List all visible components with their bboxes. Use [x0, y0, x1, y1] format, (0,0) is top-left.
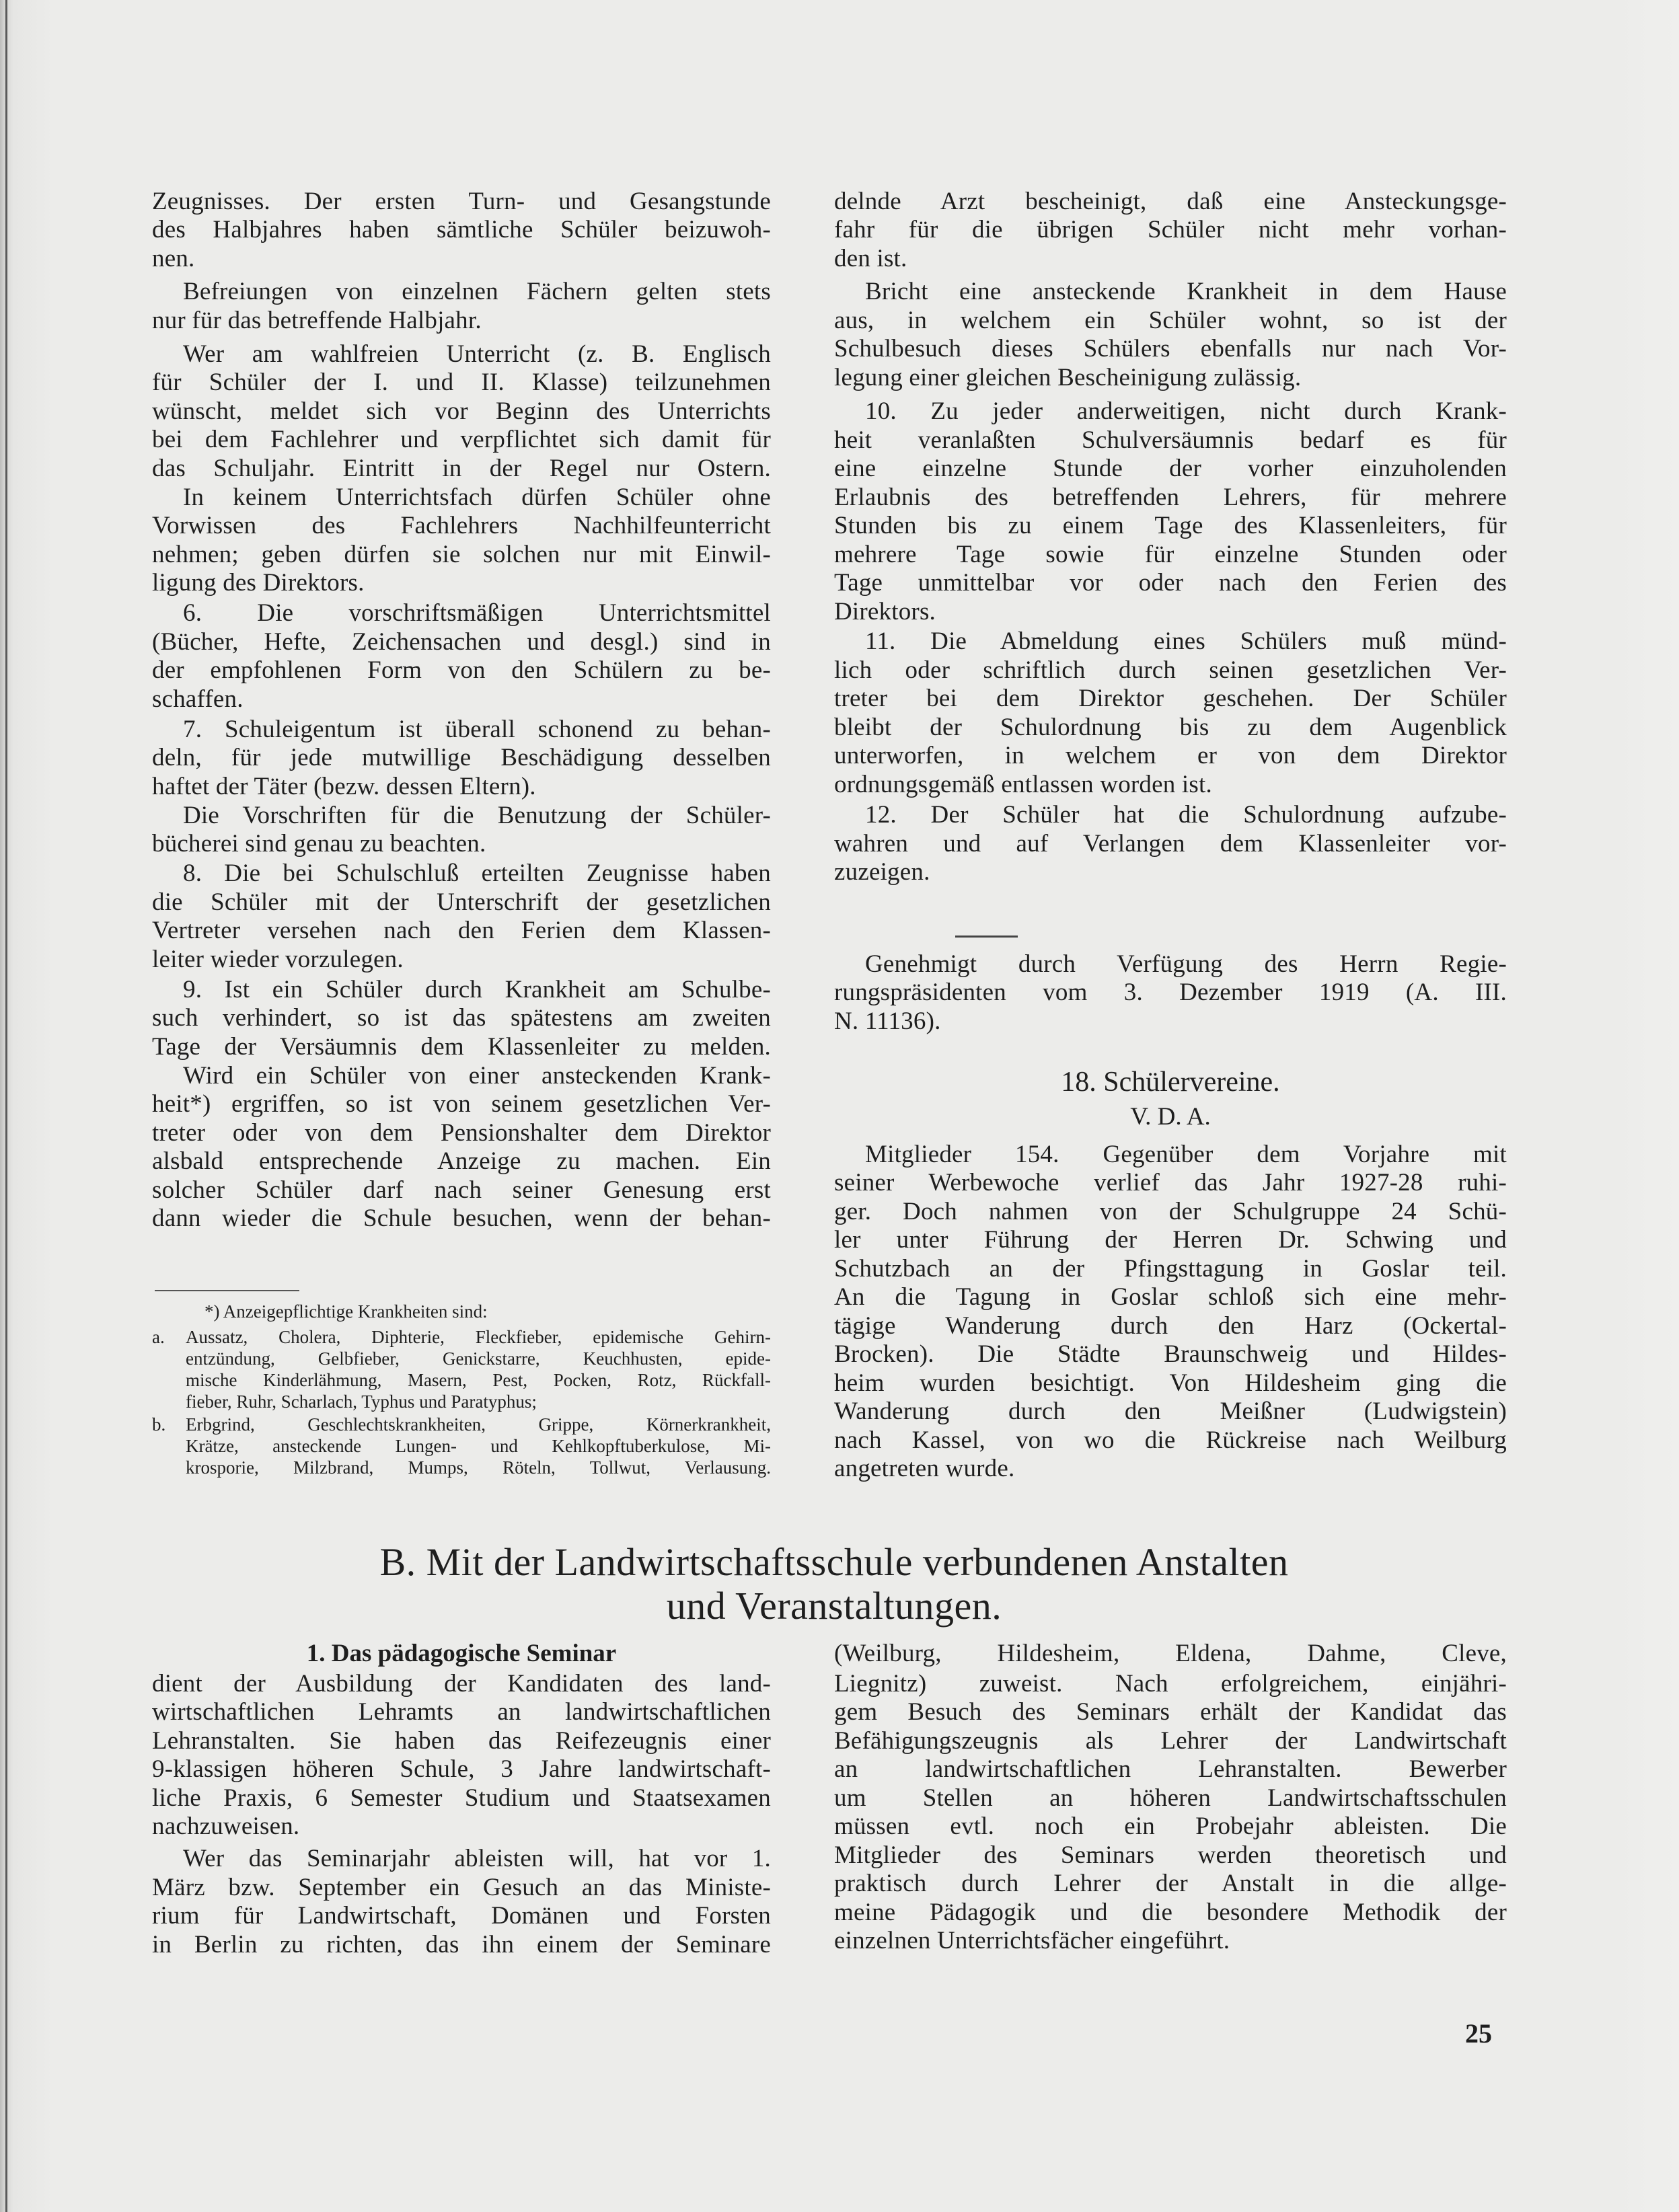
text-line: wahren und auf Verlangen dem Klassenleiter vor- [834, 830, 1507, 857]
text-line: Wer das Seminarjahr ableisten will, hat vor 1. [183, 1845, 771, 1872]
text-line: N. 11136). [834, 1007, 941, 1035]
text-line: (Bücher, Hefte, Zeichensachen und desgl.) sind in [152, 628, 771, 656]
footnote-label: a. [152, 1327, 165, 1347]
text-line: meine Pädagogik und die besondere Methodik der [834, 1899, 1507, 1926]
text-line: Befreiungen von einzelnen Fächern gelten stets [183, 278, 771, 305]
text-line: Vertreter versehen nach den Ferien dem Klassen- [152, 917, 771, 944]
text-line: delnde Arzt bescheinigt, daß eine Ansteckungsge- [834, 188, 1507, 215]
text-line: mehrere Tage sowie für einzelne Stunden oder [834, 541, 1507, 568]
text-line: Zeugnisses. Der ersten Turn- und Gesangstunde [152, 188, 771, 215]
text-line: 11. Die Abmeldung eines Schülers muß münd- [865, 627, 1507, 655]
text-line: um Stellen an höheren Landwirtschaftsschulen [834, 1784, 1507, 1812]
text-line: Liegnitz) zuweist. Nach erfolgreichem, einjähri- [834, 1670, 1507, 1698]
text-line: 12. Der Schüler hat die Schulordnung aufzube- [865, 801, 1507, 829]
text-line: Befähigungszeugnis als Lehrer der Landwirtschaft [834, 1727, 1507, 1755]
text-line: tägige Wanderung durch den Harz (Ockertal- [834, 1312, 1507, 1340]
text-line: solcher Schüler darf nach seiner Genesung erst [152, 1176, 771, 1204]
text-line: unterworfen, in welchem er von dem Direktor [834, 742, 1507, 769]
text-line: Erlaubnis des betreffenden Lehrers, für mehrere [834, 484, 1507, 511]
text-line: 9. Ist ein Schüler durch Krankheit am Schulbe- [183, 976, 771, 1003]
text-line: wirtschaftlichen Lehramts an landwirtschaftlichen [152, 1698, 771, 1726]
text-line: dient der Ausbildung der Kandidaten des land- [152, 1670, 771, 1698]
section-divider [955, 936, 1018, 938]
text-line: Genehmigt durch Verfügung des Herrn Regie- [865, 950, 1507, 978]
text-line: müssen evtl. noch ein Probejahr ableisten. Die [834, 1813, 1507, 1840]
text-line: treter oder von dem Pensionshalter dem Direktor [152, 1119, 771, 1147]
text-line: Schulbesuch dieses Schülers ebenfalls nur nach Vor- [834, 335, 1507, 363]
section-heading: 18. Schülervereine. [1061, 1067, 1280, 1098]
text-line: der empfohlenen Form von den Schülern zu be- [152, 656, 771, 684]
text-line: zuzeigen. [834, 858, 930, 886]
text-line: Wird ein Schüler von einer ansteckenden Krank- [183, 1062, 771, 1090]
text-line: Brocken). Die Städte Braunschweig und Hildes- [834, 1340, 1507, 1368]
text-line: Direktors. [834, 598, 936, 625]
page-number: 25 [1465, 2018, 1492, 2049]
text-line: gem Besuch des Seminars erhält der Kandidat das [834, 1698, 1507, 1726]
text-line: des Halbjahres haben sämtliche Schüler beizuwoh- [152, 216, 771, 243]
text-line: in Berlin zu richten, das ihn einem der Seminare [152, 1931, 771, 1958]
text-line: Stunden bis zu einem Tage des Klassenleiters, für [834, 512, 1507, 539]
text-line: ger. Doch nahmen von der Schulgruppe 24 Schü- [834, 1198, 1507, 1225]
text-line: heim wurden besichtigt. Von Hildesheim ging die [834, 1369, 1507, 1397]
text-line: Vorwissen des Fachlehrers Nachhilfeunterricht [152, 512, 771, 539]
text-line: einzelnen Unterrichtsfächer eingeführt. [834, 1927, 1230, 1954]
text-line: nehmen; geben dürfen sie solchen nur mit Einwil- [152, 541, 771, 568]
text-line: treter bei dem Direktor geschehen. Der Schüler [834, 685, 1507, 712]
text-line: such verhindert, so ist das spätestens am zweiten [152, 1004, 771, 1032]
text-line: lich oder schriftlich durch seinen gesetzlichen Ver- [834, 656, 1507, 684]
text-line: Die Vorschriften für die Benutzung der Schüler- [183, 802, 771, 829]
text-line: Tage unmittelbar vor oder nach den Ferien des [834, 569, 1507, 597]
text-line: das Schuljahr. Eintritt in der Regel nur Ostern. [152, 455, 771, 482]
text-line: März bzw. September ein Gesuch an das Ministe- [152, 1874, 771, 1901]
text-line: deln, für jede mutwillige Beschädigung desselben [152, 744, 771, 771]
text-line: schaffen. [152, 685, 244, 713]
text-line: nur für das betreffende Halbjahr. [152, 307, 482, 334]
binding-edge [5, 0, 7, 2212]
text-line: Mitglieder 154. Gegenüber dem Vorjahre mit [865, 1141, 1507, 1168]
text-line: fahr für die übrigen Schüler nicht mehr vorhan- [834, 216, 1507, 243]
text-line: 10. Zu jeder anderweitigen, nicht durch Krank- [865, 397, 1507, 425]
text-line: 9-klassigen höheren Schule, 3 Jahre landwirtschaft- [152, 1755, 771, 1783]
text-line: den ist. [834, 245, 907, 272]
text-line: (Weilburg, Hildesheim, Eldena, Dahme, Cleve, [834, 1640, 1507, 1667]
text-line: 8. Die bei Schulschluß erteilten Zeugnisse haben [183, 860, 771, 887]
text-line: für Schüler der I. und II. Klasse) teilzunehmen [152, 369, 771, 396]
text-line: An die Tagung in Goslar schloß sich eine mehr- [834, 1283, 1507, 1311]
text-line: heit*) ergriffen, so ist von seinem gesetzlichen Ver- [152, 1090, 771, 1118]
text-line: nach Kassel, von wo die Rückreise nach Weilburg [834, 1426, 1507, 1454]
text-line: 6. Die vorschriftsmäßigen Unterrichtsmittel [183, 599, 771, 627]
text-line: 7. Schuleigentum ist überall schonend zu behan- [183, 716, 771, 743]
text-line: heit veranlaßten Schulversäumnis bedarf es für [834, 426, 1507, 454]
footnote-line: fieber, Ruhr, Scharlach, Typhus und Paratyphus; [186, 1391, 537, 1412]
text-line: In keinem Unterrichtsfach dürfen Schüler ohne [183, 484, 771, 511]
text-line: praktisch durch Lehrer der Anstalt in die allge- [834, 1870, 1507, 1897]
text-line: wünscht, meldet sich vor Beginn des Unterrichts [152, 397, 771, 425]
text-line: ler unter Führung der Herren Dr. Schwing und [834, 1226, 1507, 1254]
text-line: eine einzelne Stunde der vorher einzuholenden [834, 455, 1507, 482]
section-subheading: V. D. A. [1130, 1103, 1211, 1131]
section-b-title-line1: B. Mit der Landwirtschaftsschule verbundenen Anstalten [379, 1540, 1289, 1584]
text-line: angetreten wurde. [834, 1455, 1015, 1482]
text-line: an landwirtschaftlichen Lehranstalten. Bewerber [834, 1755, 1507, 1783]
text-line: die Schüler mit der Unterschrift der gesetzlichen [152, 888, 771, 916]
text-line: haftet der Täter (bezw. dessen Eltern). [152, 773, 536, 800]
text-line: nen. [152, 245, 195, 272]
text-line: bei dem Fachlehrer und verpflichtet sich damit für [152, 426, 771, 453]
footnote-divider [155, 1290, 299, 1291]
text-line: Schutzbach an der Pfingsttagung in Goslar teil. [834, 1255, 1507, 1283]
text-line: ordnungsgemäß entlassen worden ist. [834, 771, 1212, 798]
text-line: Tage der Versäumnis dem Klassenleiter zu melden. [152, 1033, 771, 1061]
footnote-line [152, 1327, 771, 1348]
footnote-text: Aussatz, Cholera, Diphterie, Fleckfieber, epidemische Gehirn- [186, 1327, 771, 1347]
section-b-title-line2: und Veranstaltungen. [666, 1584, 1002, 1628]
text-line: bücherei sind genau zu beachten. [152, 830, 486, 857]
footnote-label: b. [152, 1414, 166, 1435]
footnote-line: Krätze, ansteckende Lungen- und Kehlkopftuberkulose, Mi- [186, 1436, 771, 1456]
text-line: bleibt der Schulordnung bis zu dem Augenblick [834, 714, 1507, 741]
text-line: alsbald entsprechende Anzeige zu machen. Ein [152, 1147, 771, 1175]
text-line: rungspräsidenten vom 3. Dezember 1919 (A. III. [834, 979, 1507, 1006]
footnote-intro: *) Anzeigepflichtige Krankheiten sind: [204, 1301, 488, 1322]
footnote-line: entzündung, Gelbfieber, Genickstarre, Keuchhusten, epide- [186, 1348, 771, 1369]
text-line: aus, in welchem ein Schüler wohnt, so ist der [834, 307, 1507, 334]
text-line: nachzuweisen. [152, 1813, 300, 1840]
text-line: Lehranstalten. Sie haben das Reifezeugnis einer [152, 1727, 771, 1755]
text-line: dann wieder die Schule besuchen, wenn der behan- [152, 1205, 771, 1232]
text-line: leiter wieder vorzulegen. [152, 946, 404, 973]
text-line: Wer am wahlfreien Unterricht (z. B. Englisch [183, 340, 771, 368]
text-line: seiner Werbewoche verlief das Jahr 1927-28 ruhi- [834, 1169, 1507, 1196]
text-line: rium für Landwirtschaft, Domänen und Forsten [152, 1902, 771, 1930]
footnote-line: mische Kinderlähmung, Masern, Pest, Pocken, Rotz, Rückfall- [186, 1370, 771, 1390]
footnote-line [152, 1414, 771, 1435]
footnote-line: krosporie, Milzbrand, Mumps, Röteln, Tollwut, Verlausung. [186, 1457, 771, 1478]
text-line: legung einer gleichen Bescheinigung zulässig. [834, 364, 1302, 391]
footnote-text: Erbgrind, Geschlechtskrankheiten, Grippe, Körnerkrankheit, [186, 1414, 771, 1435]
text-line: Mitglieder des Seminars werden theoretisch und [834, 1841, 1507, 1869]
subsection-heading: 1. Das pädagogische Seminar [306, 1640, 617, 1667]
text-line: Bricht eine ansteckende Krankheit in dem Hause [865, 278, 1507, 305]
text-line: liche Praxis, 6 Semester Studium und Staatsexamen [152, 1784, 771, 1812]
text-line: Wanderung durch den Meißner (Ludwigstein) [834, 1398, 1507, 1425]
text-line: ligung des Direktors. [152, 569, 365, 597]
